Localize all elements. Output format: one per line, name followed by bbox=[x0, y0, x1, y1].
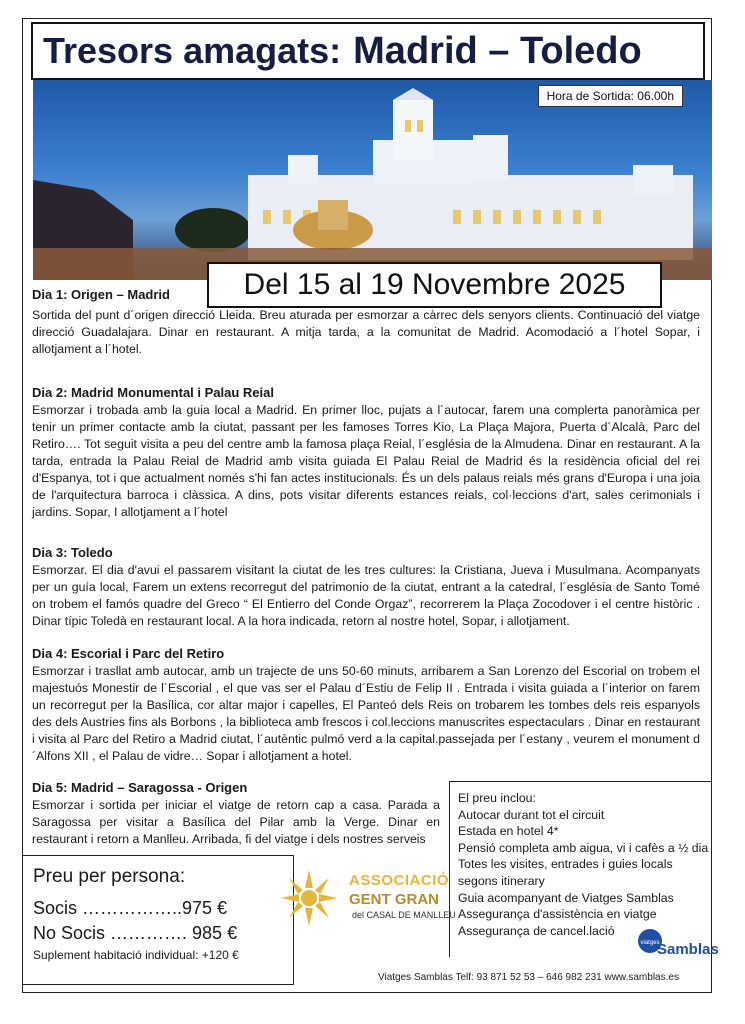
page-title bbox=[31, 22, 705, 80]
day-4-text: Esmorzar i trasllat amb autocar, amb un trajecte de uns 50-60 minuts, arribarem a San Lorenzo del Escorial on trobem el majestuós Monestir de l´Escorial , el que vas ser el Palau d´Estiu de Felip II . Entrada i visita guiada a l´interior on farem un recorregut per la Basílica, cor altar major i capelles, El Panteó dels Reis on trobarem les tombes dels reis espanyols des dels Austries fins als Borbons , la biblioteca amb frescos i col.leccions manuscrites espectaculars . Dinar en restaurant i visita al Parc del Retiro a Madrid ciutat, l´autèntic pulmó verd a la capital.passejada per l´estany , veurem el monument d´Alfons XII , el Palau de vidre… Sopar i allotjament a hotel. bbox=[32, 664, 700, 763]
price-members: Socis ……………..975 € bbox=[33, 898, 228, 918]
includes-item: Guia acompanyant de Viatges Samblas bbox=[458, 890, 674, 905]
includes-item: Assegurança de cancel.lació bbox=[458, 923, 615, 938]
day-3-text: Esmorzar. El dia d'avui el passarem visitant la ciutat de les tres cultures: la Cristiana, Jueva i Musulmana. Acompanyats per un guía local, Farem un extens recorregut del patrimonio de la ciutat, entrant a la catedral, l´església de Santo Tomé on trobem el famós quadre del Greco “ El Entierro del Conde Orgaz”, recorrerem la Plaça Zocodover i el centre històric . Dinar típic Toledà en restaurant local. A la hora indicada, retorn al nostre hotel, Sopar, i allotjament. bbox=[32, 563, 700, 628]
day-5-text: Esmorzar i sortida per iniciar el viatge de retorn cap a casa. Parada a Saragossa per visitar a Basílica del Pilar amb la Verge. Dinar en restaurant i retorn a Manlleu. Arribada, fi del viatge i dels nostres serveis bbox=[32, 798, 440, 846]
association-logo bbox=[277, 868, 456, 928]
price-box bbox=[22, 855, 294, 985]
association-line2: GENT GRAN bbox=[349, 891, 439, 908]
includes-heading: El preu inclou: bbox=[458, 791, 536, 805]
price-heading: Preu per persona: bbox=[33, 866, 186, 887]
includes-item: Autocar durant tot el circuit bbox=[458, 807, 605, 822]
agency-logo-name: Samblas bbox=[657, 941, 719, 958]
day-4-title: Dia 4: Escorial i Parc del Retiro bbox=[32, 646, 225, 661]
includes-item: Totes les visites, entrades i guies locals bbox=[458, 857, 673, 872]
palace-illustration bbox=[33, 80, 712, 280]
day-3-title: Dia 3: Toledo bbox=[32, 545, 113, 560]
includes-item: Pensió completa amb aigua, vi i cafès a ½ dia bbox=[458, 840, 709, 855]
fountain-statue bbox=[318, 200, 348, 230]
includes-item: Estada en hotel 4* bbox=[458, 824, 559, 839]
includes-item: Assegurança d'assistència en viatge bbox=[458, 907, 657, 922]
includes-item: segons itinerary bbox=[458, 873, 545, 888]
palace-left-tower bbox=[288, 155, 318, 185]
day-2-title: Dia 2: Madrid Monumental i Palau Reial bbox=[32, 385, 274, 400]
sunburst-icon bbox=[277, 868, 341, 928]
day-2-text: Esmorzar i trobada amb la guia local a Madrid. En primer lloc, pujats a l´autocar, farem una complerta panoràmica per tenir un primer contacte amb la ciutat, passant per les famoses Torres Kio, La Plaça Majora, Puerta d´Alcalà, Parc del Retiro…. Tot seguit visita a peu del centre amb la famosa plaça Reial, l´església de la Almudena. Dinar en restaurant. A la tarda, entrada la Palau Reial de Madrid amb visita guiada El Palau Reial de Madrid és la residència oficial del rei d'Espanya, tot i que actualment només s'hi fan actes institucionals. És un dels palaus reials més grans d'Europa i una joia de l'arquitectura barroca i clàssica. A dins, pots visitar diferents estances reials, col·leccions d'art, sales cerimonials i jardins. Sopar, I allotjament a l´hotel bbox=[32, 403, 700, 519]
footer-contact: Viatges Samblas Telf: 93 871 52 53 – 646 982 231 www.samblas.es bbox=[378, 972, 679, 983]
day-5-title: Dia 5: Madrid – Saragossa - Origen bbox=[32, 780, 248, 795]
palace-main-tower bbox=[393, 100, 433, 160]
day-1-title: Dia 1: Origen – Madrid bbox=[32, 287, 170, 302]
single-supplement: Suplement habitació individual: +120 € bbox=[33, 948, 239, 962]
palace-right-tower bbox=[473, 135, 508, 180]
hero-photo-cibeles-palace bbox=[33, 80, 712, 280]
palace-far-tower bbox=[633, 165, 673, 195]
title-main: Tresors amagats: bbox=[43, 30, 342, 71]
departure-time: Hora de Sortida: 06.00h bbox=[538, 85, 683, 107]
title-cities: Madrid – Toledo bbox=[353, 29, 642, 72]
day-1-text: Sortida del punt d´origen direcció Lleida. Breu aturada per esmorzar a càrrec dels senyors clients. Continuació del viatge direcció Guadalajara. Dinar en restaurant. A mitja tarda, a la comunitat de Madrid. Acomodació a l´hotel Sopar, i allotjament a l´hotel. bbox=[32, 308, 700, 356]
tower-roof bbox=[393, 88, 433, 100]
association-line3: del CASAL DE MANLLEU bbox=[352, 910, 456, 920]
agency-logo bbox=[637, 926, 719, 960]
trees-left bbox=[175, 208, 251, 252]
agency-logo-small: viatges bbox=[640, 940, 660, 946]
trip-dates: Del 15 al 19 Novembre 2025 bbox=[207, 262, 662, 308]
price-non-members: No Socis …………. 985 € bbox=[33, 923, 238, 943]
association-line1: ASSOCIACIÓ bbox=[349, 872, 450, 889]
